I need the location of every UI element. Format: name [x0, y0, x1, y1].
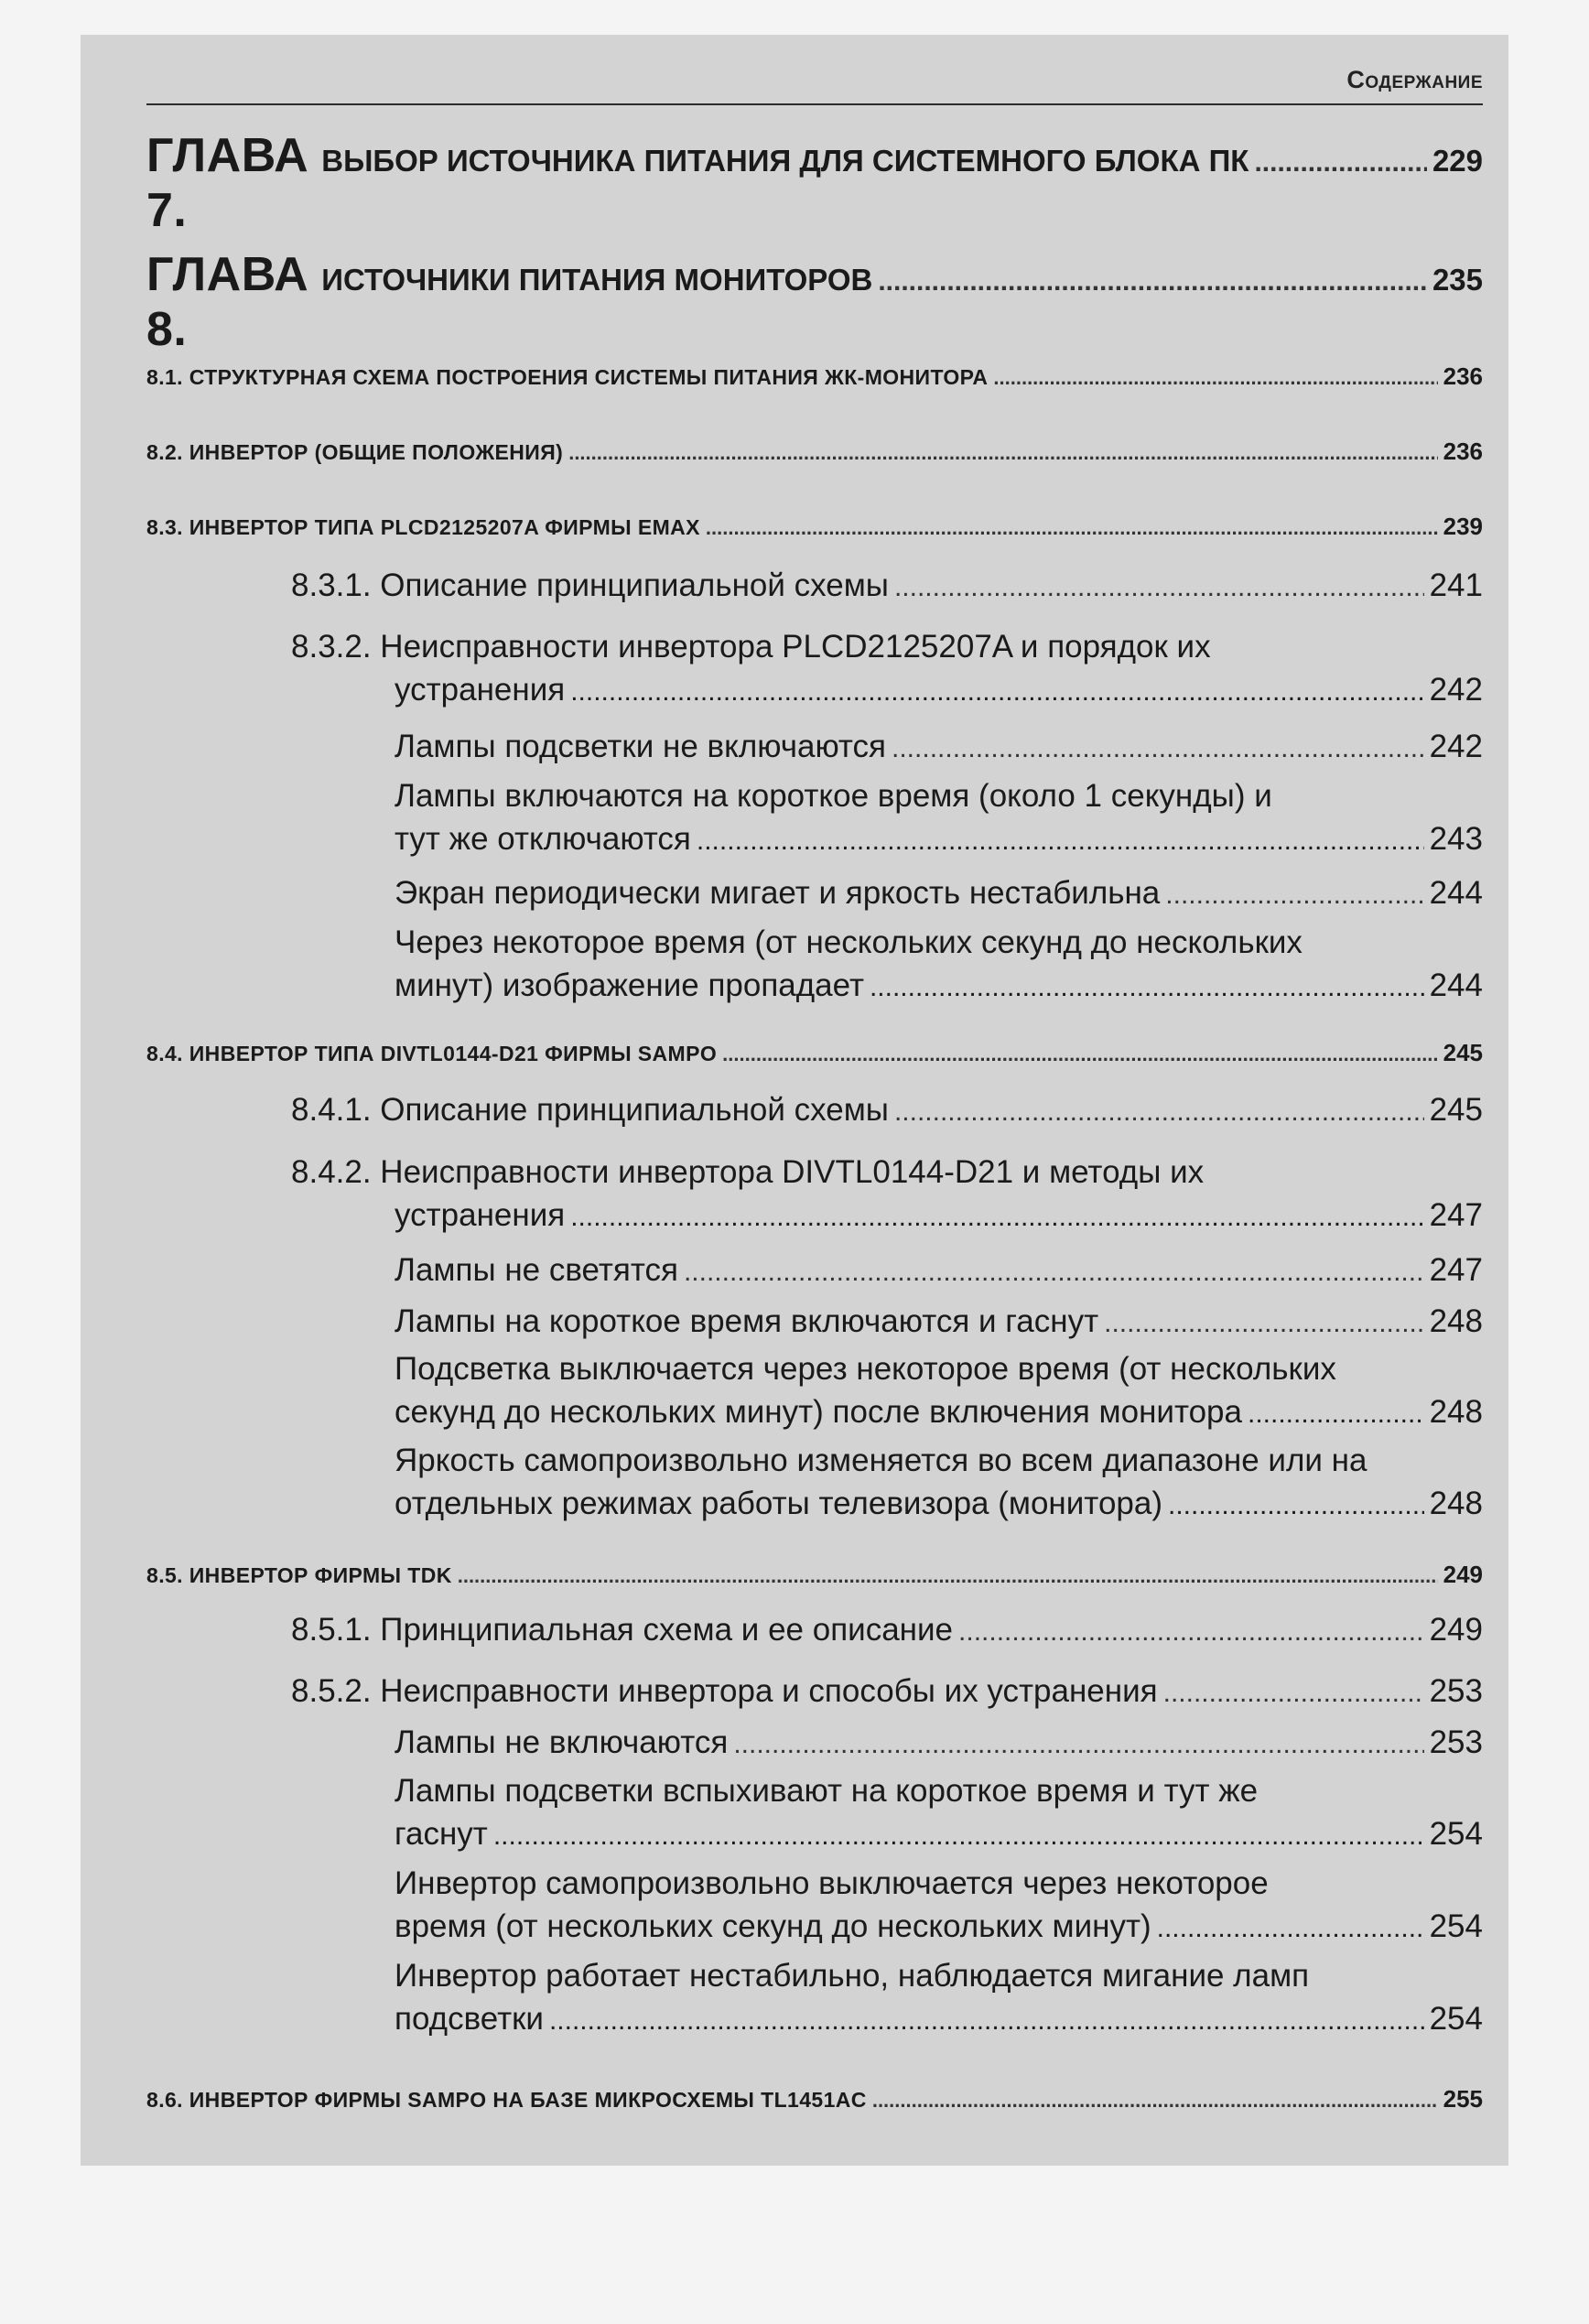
page-number: 247: [1429, 1252, 1483, 1288]
page-number: 235: [1432, 263, 1483, 297]
toc-entry-8-3-2-d[interactable]: [395, 921, 1483, 1009]
section-title: 8.4. ИНВЕРТОР ТИПА DIVTL0144-D21 ФИРМЫ SAMPO: [146, 1042, 718, 1065]
dot-leader: [878, 266, 1427, 297]
page-number: 242: [1429, 729, 1483, 764]
entry-title: 8.5.2. Неисправности инвертора и способы их устранения: [291, 1673, 1158, 1709]
toc-page: [146, 35, 1483, 2140]
entry-title: 8.5.1. Принципиальная схема и ее описание: [291, 1612, 954, 1648]
toc-entry-8-5-2-b[interactable]: [395, 1769, 1483, 1857]
dot-leader: [1248, 1392, 1424, 1435]
toc-entry-8-3-2[interactable]: [291, 625, 1483, 713]
page-number: 248: [1429, 1303, 1483, 1339]
toc-entry-8-5-2-c[interactable]: [395, 1862, 1483, 1950]
page-number: 239: [1443, 513, 1483, 540]
entry-title-line1: Инвертор самопроизвольно выключается через некоторое: [395, 1865, 1269, 1901]
page-number: 249: [1429, 1612, 1483, 1648]
dot-leader: [958, 1616, 1424, 1648]
page-number: 245: [1443, 1039, 1483, 1066]
entry-title-line1: Лампы подсветки вспыхивают на короткое время и тут же: [395, 1773, 1259, 1809]
chapter-title: ВЫБОР ИСТОЧНИКА ПИТАНИЯ ДЛЯ СИСТЕМНОГО БЛОКА ПК: [321, 144, 1249, 178]
dot-leader: [1168, 1484, 1424, 1527]
dot-leader: [1254, 147, 1426, 178]
dot-leader: [1104, 1308, 1423, 1339]
entry-title-line2: отдельных режимах работы телевизора (монитора): [395, 1486, 1162, 1521]
section-title: 8.5. ИНВЕРТОР ФИРМЫ TDK: [146, 1563, 452, 1587]
entry-title-line2: устранения: [395, 672, 566, 708]
toc-section-8-1[interactable]: [146, 362, 1483, 391]
toc-section-8-6[interactable]: [146, 2085, 1483, 2113]
dot-leader: [892, 733, 1424, 764]
dot-leader: [684, 1257, 1424, 1288]
header-rule: [146, 103, 1483, 105]
entry-title: Лампы не светятся: [395, 1252, 678, 1288]
page-number: 244: [1429, 967, 1483, 1003]
entry-title: Экран периодически мигает и яркость нестабильна: [395, 875, 1161, 911]
chapter-number: ГЛАВА 8.: [146, 248, 309, 356]
running-head: Содержание: [1346, 66, 1483, 93]
page-number: 236: [1443, 438, 1483, 465]
dot-leader: [733, 1729, 1423, 1760]
toc-entry-8-5-2-a[interactable]: [395, 1724, 1483, 1761]
section-title: 8.6. ИНВЕРТОР ФИРМЫ SAMPO НА БАЗЕ МИКРОСХЕМЫ TL1451AC: [146, 2088, 867, 2112]
page-number: 248: [1429, 1394, 1483, 1430]
toc-entry-8-3-2-a[interactable]: [395, 729, 1483, 765]
section-title: 8.1. СТРУКТУРНАЯ СХЕМА ПОСТРОЕНИЯ СИСТЕМЫ ПИТАНИЯ ЖК-МОНИТОРА: [146, 365, 989, 389]
entry-title-line2: подсветки: [395, 2001, 544, 2037]
entry-title: 8.3.1. Описание принципиальной схемы: [291, 567, 889, 603]
chapter-number: ГЛАВА 7.: [146, 129, 309, 237]
dot-leader: [870, 966, 1424, 1009]
page-number: 229: [1432, 144, 1483, 178]
toc-entry-8-4-2-c[interactable]: [395, 1347, 1483, 1435]
dot-leader: [493, 1814, 1424, 1857]
chapter-title: ИСТОЧНИКИ ПИТАНИЯ МОНИТОРОВ: [321, 263, 873, 297]
entry-title-line1: 8.4.2. Неисправности инвертора DIVTL0144-D21 и методы их: [291, 1154, 1205, 1190]
entry-title: Лампы не включаются: [395, 1724, 729, 1760]
toc-entry-8-4-1[interactable]: [291, 1092, 1483, 1129]
page-number: 253: [1429, 1724, 1483, 1760]
dot-leader: [894, 572, 1424, 603]
entry-title-line2: тут же отключаются: [395, 821, 691, 857]
entry-title-line2: гаснут: [395, 1816, 488, 1852]
page-number: 253: [1429, 1673, 1483, 1709]
dot-leader: [697, 819, 1424, 862]
toc-entry-8-4-2-d[interactable]: [395, 1439, 1483, 1527]
page-number: 244: [1429, 875, 1483, 911]
entry-title-line1: 8.3.2. Неисправности инвертора PLCD2125207A и порядок их: [291, 629, 1211, 665]
toc-entry-8-4-2-a[interactable]: [395, 1252, 1483, 1289]
toc-section-8-3[interactable]: [146, 513, 1483, 541]
toc-section-8-5[interactable]: [146, 1561, 1483, 1589]
toc-entry-8-4-2[interactable]: [291, 1151, 1483, 1238]
toc-entry-8-3-2-c[interactable]: [395, 875, 1483, 912]
dot-leader: [1165, 880, 1423, 911]
page-number: 254: [1429, 1908, 1483, 1944]
page-number: 247: [1429, 1197, 1483, 1233]
dot-leader: [570, 670, 1423, 713]
entry-title-line1: Лампы включаются на короткое время (около 1 секунды) и: [395, 778, 1272, 814]
toc-entry-8-5-1[interactable]: [291, 1612, 1483, 1648]
toc-entry-8-5-2[interactable]: [291, 1673, 1483, 1710]
toc-section-8-2[interactable]: [146, 438, 1483, 466]
page-number: 236: [1443, 362, 1483, 390]
page-number: 255: [1443, 2085, 1483, 2113]
page-number: 254: [1429, 2001, 1483, 2037]
toc-entry-8-4-2-b[interactable]: [395, 1303, 1483, 1340]
section-title: 8.3. ИНВЕРТОР ТИПА PLCD2125207A ФИРМЫ EMAX: [146, 515, 700, 539]
dot-leader: [1157, 1907, 1424, 1950]
dot-leader: [1163, 1678, 1424, 1709]
entry-title-line1: Подсветка выключается через некоторое время (от нескольких: [395, 1351, 1336, 1387]
page-number: 248: [1429, 1486, 1483, 1521]
section-title: 8.2. ИНВЕРТОР (ОБЩИЕ ПОЛОЖЕНИЯ): [146, 440, 564, 464]
entry-title-line1: Инвертор работает нестабильно, наблюдается мигание ламп: [395, 1958, 1310, 1994]
toc-chapter-7[interactable]: [146, 128, 1483, 238]
page-number: 241: [1429, 567, 1483, 603]
toc-entry-8-3-2-b[interactable]: [395, 774, 1483, 862]
dot-leader: [722, 1043, 1437, 1066]
dot-leader: [568, 441, 1437, 465]
toc-entry-8-3-1[interactable]: [291, 567, 1483, 604]
toc-entry-8-5-2-d[interactable]: [395, 1954, 1483, 2042]
dot-leader: [458, 1564, 1438, 1588]
entry-title-line1: Через некоторое время (от нескольких секунд до нескольких: [395, 924, 1303, 960]
entry-title: Лампы подсветки не включаются: [395, 729, 887, 764]
entry-title: 8.4.1. Описание принципиальной схемы: [291, 1092, 889, 1128]
page-number: 245: [1429, 1092, 1483, 1128]
entry-title-line2: время (от нескольких секунд до нескольких минут): [395, 1908, 1151, 1944]
dot-leader: [872, 2089, 1438, 2113]
entry-title: Лампы на короткое время включаются и гаснут: [395, 1303, 1099, 1339]
entry-title-line2: минут) изображение пропадает: [395, 967, 864, 1003]
page-number: 249: [1443, 1561, 1483, 1588]
toc-section-8-4[interactable]: [146, 1039, 1483, 1067]
entry-title-line2: устранения: [395, 1197, 566, 1233]
dot-leader: [706, 516, 1438, 540]
page-number: 242: [1429, 672, 1483, 708]
page-number: 254: [1429, 1816, 1483, 1852]
entry-title-line2: секунд до нескольких минут) после включения монитора: [395, 1394, 1242, 1430]
dot-leader: [894, 1097, 1424, 1128]
dot-leader: [549, 1999, 1424, 2042]
dot-leader: [993, 366, 1437, 390]
entry-title-line1: Яркость самопроизвольно изменяется во всем диапазоне или на: [395, 1443, 1367, 1478]
dot-leader: [570, 1195, 1423, 1238]
toc-chapter-8[interactable]: [146, 247, 1483, 357]
page-number: 243: [1429, 821, 1483, 857]
